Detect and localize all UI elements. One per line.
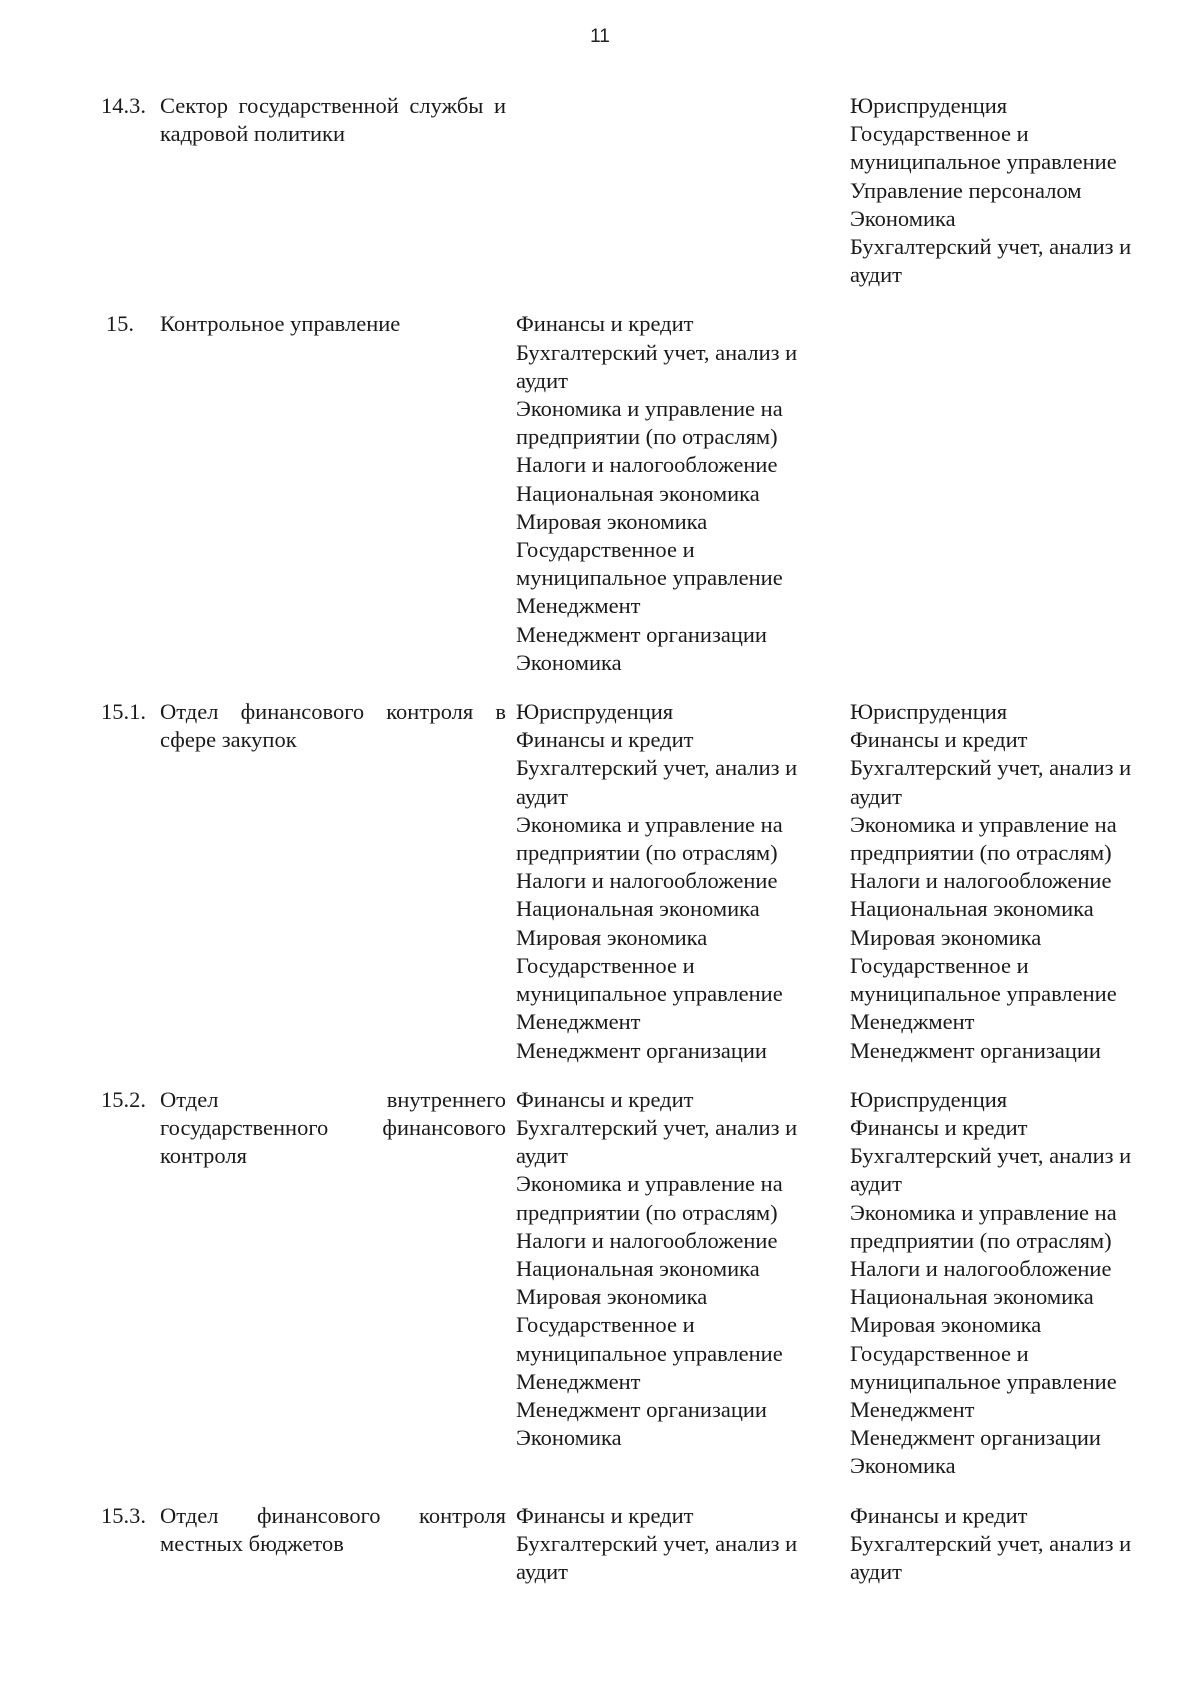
row-number: 15.	[105, 311, 134, 337]
row-number: 15.3.	[101, 1502, 146, 1528]
specialty-line: Менеджмент	[516, 593, 641, 619]
specialty-line: аудит	[516, 1143, 568, 1169]
specialty-line: предприятии (по отраслям)	[516, 424, 778, 450]
specialties-column-a	[516, 698, 850, 1065]
specialty-line: Юриспруденция	[850, 93, 1008, 118]
specialty-line: Экономика	[516, 1425, 622, 1451]
row-number: 15.2.	[101, 1086, 146, 1112]
specialties-column-a	[516, 92, 850, 289]
specialty-line: Финансы и кредит	[516, 1502, 694, 1528]
specialty-line: аудит	[850, 262, 902, 288]
specialty-line: Финансы и кредит	[516, 1086, 694, 1112]
table-row	[0, 92, 1200, 289]
specialty-line: Государственное и	[850, 121, 1029, 147]
table-row	[0, 310, 1200, 677]
specialty-line: муниципальное управление	[516, 1340, 783, 1366]
specialty-line: Мировая экономика	[516, 924, 708, 950]
specialty-line: Бухгалтерский учет, анализ и	[850, 234, 1132, 260]
specialties-column-b	[850, 1502, 1160, 1587]
specialty-line: Государственное и	[516, 952, 695, 978]
specialty-line: Финансы и кредит	[516, 311, 694, 337]
specialty-line: Менеджмент организации	[516, 621, 767, 647]
specialty-line: Менеджмент	[850, 1009, 975, 1035]
specialty-line: муниципальное управление	[850, 1368, 1117, 1394]
specialty-line: Финансы и кредит	[850, 727, 1028, 753]
specialty-line: Бухгалтерский учет, анализ и	[516, 755, 798, 781]
specialty-line: Налоги и налогообложение	[850, 868, 1112, 894]
specialty-line: Бухгалтерский учет, анализ и	[850, 1530, 1132, 1556]
specialties-column-a	[516, 1086, 850, 1481]
specialty-line: Государственное и	[516, 537, 695, 563]
specialty-line: Экономика и управление на	[516, 396, 783, 422]
specialty-line: Менеджмент организации	[850, 1425, 1101, 1451]
specialty-line: Государственное и	[850, 952, 1029, 978]
table-row	[0, 1086, 1200, 1481]
division-name: Контрольное управление	[160, 311, 401, 337]
specialty-line: Государственное и	[850, 1340, 1029, 1366]
division-name: Сектор государственной службы и кадровой политики	[160, 93, 506, 147]
table-row	[0, 1502, 1200, 1587]
specialty-line: Национальная экономика	[516, 1255, 760, 1281]
specialties-column-a	[516, 1502, 850, 1587]
specialty-line: Налоги и налогообложение	[516, 868, 778, 894]
specialty-line: предприятии (по отраслям)	[516, 1199, 778, 1225]
specialties-column-b	[850, 310, 1160, 677]
specialty-line: аудит	[516, 783, 568, 809]
specialty-line: муниципальное управление	[516, 565, 783, 591]
specialty-line: Финансы и кредит	[850, 1114, 1028, 1140]
specialty-line: Национальная экономика	[850, 1284, 1094, 1310]
specialties-column-a	[516, 310, 850, 677]
specialty-line: Экономика	[850, 1453, 956, 1479]
positions-table	[0, 92, 1200, 1607]
specialty-line: Юриспруденция	[850, 1086, 1008, 1112]
specialty-line: Экономика	[850, 205, 956, 231]
division-name: Отдел внутреннего государственного финансового контроля	[160, 1086, 506, 1169]
specialty-line: Национальная экономика	[850, 896, 1094, 922]
specialty-line: муниципальное управление	[850, 149, 1117, 175]
specialty-line: Налоги и налогообложение	[516, 452, 778, 478]
specialty-line: Менеджмент	[516, 1368, 641, 1394]
specialty-line: Юриспруденция	[516, 699, 674, 725]
specialty-line: предприятии (по отраслям)	[516, 840, 778, 866]
specialty-line: аудит	[516, 1558, 568, 1584]
specialty-line: Менеджмент организации	[516, 1037, 767, 1063]
specialty-line: Менеджмент	[516, 1009, 641, 1035]
specialty-line: аудит	[850, 1558, 902, 1584]
row-number: 14.3.	[101, 93, 146, 118]
specialty-line: Экономика	[516, 649, 622, 675]
specialty-line: Бухгалтерский учет, анализ и	[516, 1114, 798, 1140]
specialties-column-b	[850, 1086, 1160, 1481]
specialty-line: предприятии (по отраслям)	[850, 1227, 1112, 1253]
specialty-line: аудит	[516, 367, 568, 393]
specialty-line: Мировая экономика	[516, 1284, 708, 1310]
specialty-line: аудит	[850, 783, 902, 809]
specialty-line: муниципальное управление	[516, 981, 783, 1007]
table-row	[0, 698, 1200, 1065]
specialty-line: Налоги и налогообложение	[850, 1255, 1112, 1281]
division-name: Отдел финансового контроля местных бюджетов	[160, 1502, 506, 1556]
specialty-line: Финансы и кредит	[516, 727, 694, 753]
specialty-line: Экономика и управление на	[850, 1199, 1117, 1225]
specialty-line: предприятии (по отраслям)	[850, 840, 1112, 866]
specialty-line: Национальная экономика	[516, 896, 760, 922]
specialty-line: Налоги и налогообложение	[516, 1227, 778, 1253]
specialty-line: Бухгалтерский учет, анализ и	[850, 755, 1132, 781]
specialties-column-b	[850, 92, 1160, 289]
specialty-line: Бухгалтерский учет, анализ и	[516, 339, 798, 365]
specialty-line: Финансы и кредит	[850, 1502, 1028, 1528]
specialty-line: Менеджмент	[850, 1396, 975, 1422]
specialty-line: Юриспруденция	[850, 699, 1008, 725]
specialty-line: Бухгалтерский учет, анализ и	[516, 1530, 798, 1556]
specialty-line: муниципальное управление	[850, 981, 1117, 1007]
specialty-line: Управление персоналом	[850, 177, 1082, 203]
specialties-column-b	[850, 698, 1160, 1065]
specialty-line: Мировая экономика	[850, 1312, 1042, 1338]
specialty-line: аудит	[850, 1171, 902, 1197]
specialty-line: Мировая экономика	[516, 508, 708, 534]
specialty-line: Менеджмент организации	[850, 1037, 1101, 1063]
specialty-line: Экономика и управление на	[850, 811, 1117, 837]
specialty-line: Государственное и	[516, 1312, 695, 1338]
specialty-line: Экономика и управление на	[516, 1171, 783, 1197]
division-name: Отдел финансового контроля в сфере закупок	[160, 699, 506, 753]
specialty-line: Мировая экономика	[850, 924, 1042, 950]
specialty-line: Экономика и управление на	[516, 811, 783, 837]
specialty-line: Менеджмент организации	[516, 1396, 767, 1422]
specialty-line: Бухгалтерский учет, анализ и	[850, 1143, 1132, 1169]
page-number: 11	[590, 26, 610, 47]
specialty-line: Национальная экономика	[516, 480, 760, 506]
row-number: 15.1.	[101, 699, 146, 725]
